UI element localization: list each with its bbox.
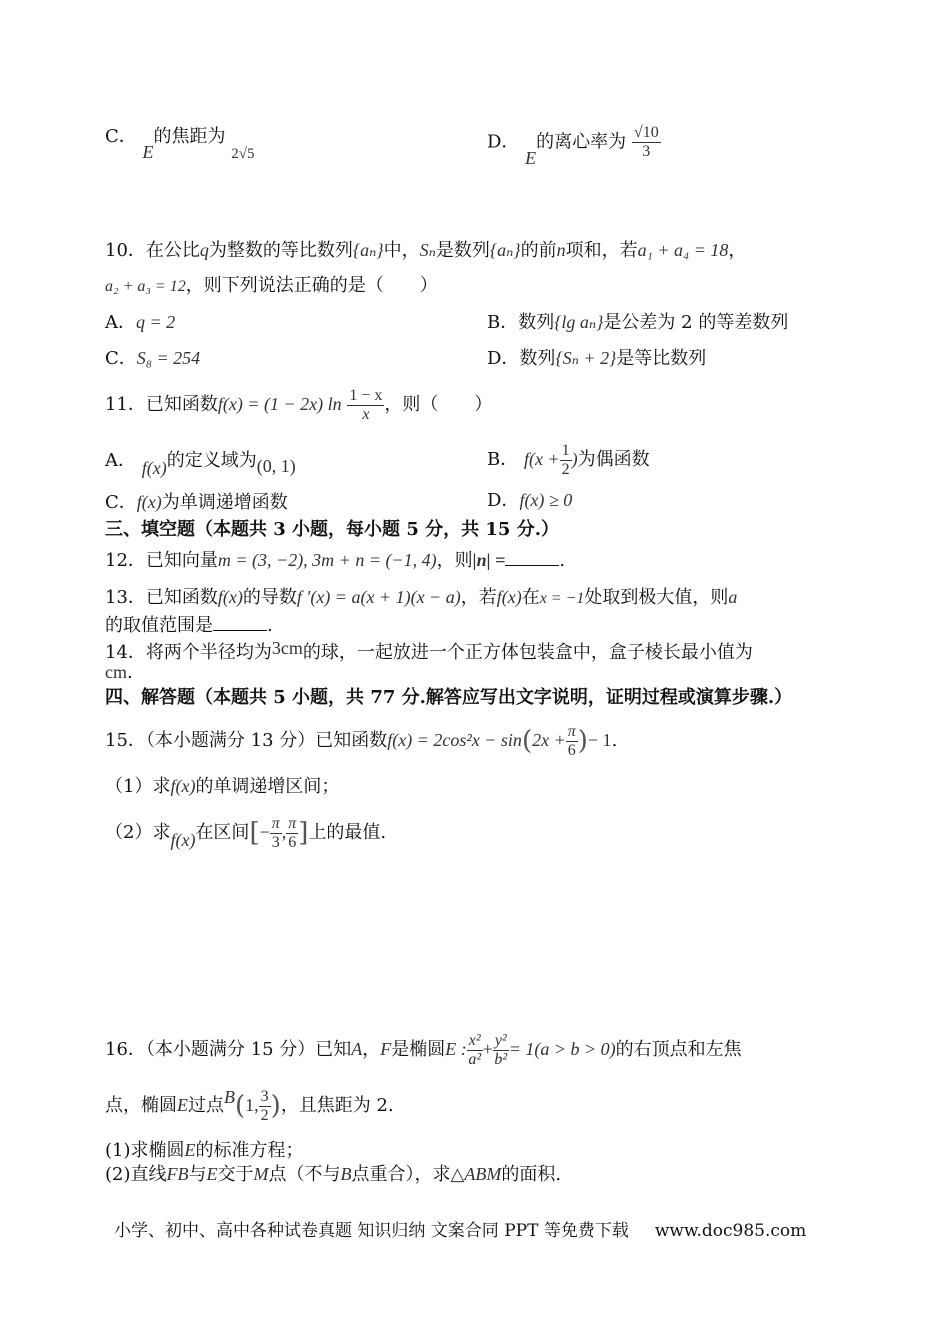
- math-var: B: [340, 1164, 352, 1184]
- q10-option-b: [487, 310, 788, 335]
- option-label: D．: [487, 348, 520, 369]
- math-expr: 2√5: [231, 146, 255, 162]
- section-heading-fill-in: 三、填空题（本题共 3 小题，每小题 5 分，共 15 分.）: [105, 519, 559, 540]
- text: 的导数: [242, 587, 297, 608]
- text: 过点: [188, 1095, 224, 1116]
- text: ，且焦距为 2.: [280, 1095, 394, 1116]
- q16-stem-line1: [105, 1026, 742, 1073]
- math-expr: f(x): [141, 458, 167, 478]
- paren-right: ): [270, 1091, 281, 1121]
- math-expr: f(x): [496, 587, 522, 607]
- math-expr: 2x +: [532, 730, 566, 750]
- text: ，则: [436, 550, 473, 571]
- fraction: $\frac{1}{2}$: [561, 441, 570, 478]
- math-expr: cm: [105, 662, 127, 682]
- math-var: a: [728, 587, 738, 607]
- q14-stem-line1: [105, 640, 753, 665]
- math-var: E: [184, 1140, 196, 1160]
- math-expr: f(x): [217, 587, 243, 607]
- q9-option-d: [487, 124, 661, 168]
- text: 的前: [520, 240, 557, 261]
- text: 是公差为 2 的等差数列: [603, 312, 789, 333]
- math-var: q: [199, 240, 209, 260]
- text: 的右顶点和左焦: [615, 1039, 742, 1060]
- q16-stem-line2: [105, 1082, 394, 1129]
- math-expr: (0, 1): [256, 456, 296, 476]
- math-expr: f(x): [170, 776, 196, 796]
- q10-stem-line1: [105, 238, 746, 263]
- text: 点重合），求: [351, 1164, 451, 1185]
- math-expr: |n| =: [472, 550, 506, 570]
- fraction: $\frac{\pi}{6}$: [288, 814, 297, 851]
- text: (1)求椭圆: [105, 1140, 185, 1161]
- math-expr: {aₙ}: [352, 240, 384, 260]
- math-expr: − 1: [587, 730, 612, 750]
- q9-option-c: [105, 124, 255, 162]
- fraction: $\frac{\pi}{6}$: [567, 722, 576, 759]
- text: 是等比数列: [616, 348, 707, 369]
- text: 为单调递增函数: [161, 492, 288, 513]
- math-expr: {lg aₙ}: [554, 312, 604, 332]
- q10-option-a: [105, 310, 175, 335]
- q13-stem-line2: [105, 614, 273, 638]
- text: 数列: [519, 348, 556, 369]
- text: 点（不与: [268, 1164, 341, 1185]
- fraction: $\frac{√10}{3}$: [633, 124, 659, 160]
- option-text: 的离心率为: [536, 131, 627, 153]
- text: 在: [521, 587, 540, 608]
- fraction: $\frac{3}{2}$: [260, 1087, 269, 1124]
- bracket-left: [: [249, 818, 260, 848]
- math-expr: f(x) = (1 − 2x) ln: [217, 394, 342, 414]
- text: 处取到极大值，则: [584, 587, 729, 608]
- text: ，若: [460, 587, 497, 608]
- text: .: [611, 730, 618, 751]
- text: （1）求: [105, 776, 171, 797]
- fraction: $\frac{1 - x}{x}$: [349, 386, 383, 423]
- text: 在区间: [195, 822, 250, 843]
- q16-part2: [105, 1162, 561, 1187]
- text: 点，椭圆: [105, 1095, 177, 1116]
- text: 为偶函数: [577, 449, 650, 470]
- q11-option-a: [105, 448, 296, 478]
- q15-stem: [105, 718, 617, 763]
- math-expr: f(x) = 2cos²x − sin: [387, 730, 522, 750]
- text: 的单调递增区间；: [195, 776, 340, 797]
- text: 12．已知向量: [105, 550, 218, 571]
- math-expr: {aₙ}: [489, 240, 521, 260]
- text: (2)直线: [105, 1164, 167, 1185]
- math-expr: m = (3, −2), 3m + n = (−1, 4): [217, 550, 437, 570]
- footer-text: 小学、初中、高中各种试卷真题 知识归纳 文案合同 PPT 等免费下载: [114, 1221, 629, 1241]
- text: 的球，一起放进一个正方体包装盒中，盒子棱长最小值为: [302, 642, 753, 663]
- math-var: E: [142, 142, 154, 162]
- fraction: $\frac{\pi}{3}$: [271, 814, 280, 851]
- text: 与: [188, 1164, 207, 1185]
- text: 中，: [383, 240, 420, 261]
- q11-stem: [105, 384, 492, 425]
- math-expr: a₂ + a₃ = 12: [105, 278, 186, 295]
- text: 14．将两个半径均为: [105, 642, 272, 663]
- option-label: C．: [105, 348, 137, 369]
- q11-option-c: [105, 490, 288, 515]
- q10-option-c: [105, 346, 200, 371]
- text: 16．（本小题满分 15 分）已知: [105, 1039, 352, 1060]
- bracket-right: ]: [298, 818, 309, 848]
- q13-stem-line1: [105, 585, 737, 611]
- section-heading-solve: 四、解答题（本题共 5 小题，共 77 分.解答应写出文字说明，证明过程或演算步骤.）: [105, 687, 793, 708]
- math-expr: f(x): [170, 830, 196, 850]
- text: ，: [362, 1039, 381, 1060]
- paren-left: (: [235, 1091, 246, 1121]
- math-var: E: [206, 1164, 218, 1184]
- text: 的标准方程；: [195, 1140, 304, 1161]
- math-expr: x = −1: [539, 590, 585, 607]
- q11-option-b: [487, 434, 650, 485]
- text: 11．已知函数: [105, 394, 218, 415]
- math-var: Sₙ: [419, 240, 436, 260]
- math-expr: f(x): [136, 492, 162, 512]
- q14-stem-line2: [105, 660, 133, 685]
- q16-part1: [105, 1138, 304, 1163]
- text: 是椭圆: [391, 1039, 446, 1060]
- paren-left: (: [521, 726, 533, 756]
- option-label: C．: [105, 492, 137, 513]
- math-var: B: [224, 1087, 235, 1107]
- math-expr: 3cm: [271, 638, 303, 658]
- plus-sign: +: [482, 1039, 493, 1059]
- math-expr: q = 2: [136, 312, 176, 332]
- text: 10．在公比: [105, 240, 200, 261]
- text: 项和，若: [565, 240, 638, 261]
- fraction: $\frac{\text{y²}}{\text{b²}}$: [494, 1031, 508, 1068]
- text: 上的最值.: [308, 822, 387, 843]
- text: 的面积.: [501, 1164, 562, 1185]
- math-expr: {Sₙ + 2}: [555, 348, 617, 368]
- math-var: M: [253, 1164, 269, 1184]
- option-label: B．: [487, 449, 519, 470]
- math-expr: FB: [166, 1164, 189, 1184]
- q10-stem-line2: [105, 274, 438, 299]
- math-expr: f(x +: [523, 449, 560, 469]
- math-expr: f(x) ≥ 0: [519, 490, 573, 510]
- text: .: [559, 550, 566, 571]
- option-label: D．: [487, 490, 520, 511]
- answer-blank[interactable]: [505, 551, 559, 566]
- option-label: C．: [105, 126, 137, 147]
- text: 数列: [518, 312, 555, 333]
- math-var: E: [177, 1095, 188, 1115]
- q11-option-d: [487, 488, 572, 513]
- q15-part1: [105, 774, 339, 799]
- text: （2）求: [105, 822, 171, 843]
- math-expr: S₈ = 254: [136, 348, 201, 368]
- math-expr: E :: [445, 1039, 467, 1059]
- math-var: E: [525, 147, 537, 168]
- text: ，则下列说法正确的是（ ）: [185, 275, 438, 296]
- math-expr: a₁ + a₄ = 18: [637, 240, 729, 260]
- math-expr: = 1(a > b > 0): [508, 1039, 616, 1059]
- math-var: F: [380, 1039, 392, 1059]
- fraction: $\frac{\text{x²}}{\text{a²}}$: [468, 1031, 482, 1068]
- q15-part2: [105, 808, 386, 857]
- option-text: 的焦距为: [153, 126, 226, 147]
- answer-blank[interactable]: [213, 616, 267, 631]
- text: ，: [728, 240, 747, 261]
- math-var: n: [556, 240, 566, 260]
- text: 的取值范围是: [105, 615, 213, 636]
- option-label: A．: [105, 450, 136, 471]
- page-footer: [114, 1216, 806, 1241]
- q10-option-d: [487, 346, 706, 371]
- text: ，则（ ）: [384, 394, 493, 415]
- math-expr: f ′(x) = a(x + 1)(x − a): [296, 587, 461, 607]
- option-label: D．: [487, 131, 520, 153]
- paren-right: ): [577, 726, 588, 756]
- text: 的定义域为: [166, 450, 257, 471]
- math-var: A: [351, 1039, 363, 1059]
- text: 为整数的等比数列: [208, 240, 353, 261]
- text: .: [267, 615, 273, 636]
- option-label: B．: [487, 312, 519, 333]
- text: 交于: [217, 1164, 254, 1185]
- math-expr: △ABM: [450, 1164, 502, 1184]
- minus-sign: −: [259, 822, 270, 842]
- q12-stem: [105, 548, 565, 573]
- text: 13．已知函数: [105, 587, 218, 608]
- footer-link[interactable]: www.doc985.com: [654, 1221, 807, 1241]
- text: 是数列: [435, 240, 490, 261]
- text: 15．（本小题满分 13 分）已知函数: [105, 730, 388, 751]
- option-label: A．: [105, 312, 136, 333]
- comma: ,: [281, 822, 287, 842]
- math-expr: 1,: [245, 1095, 259, 1115]
- text: .: [127, 662, 133, 683]
- math-expr: ): [571, 449, 578, 469]
